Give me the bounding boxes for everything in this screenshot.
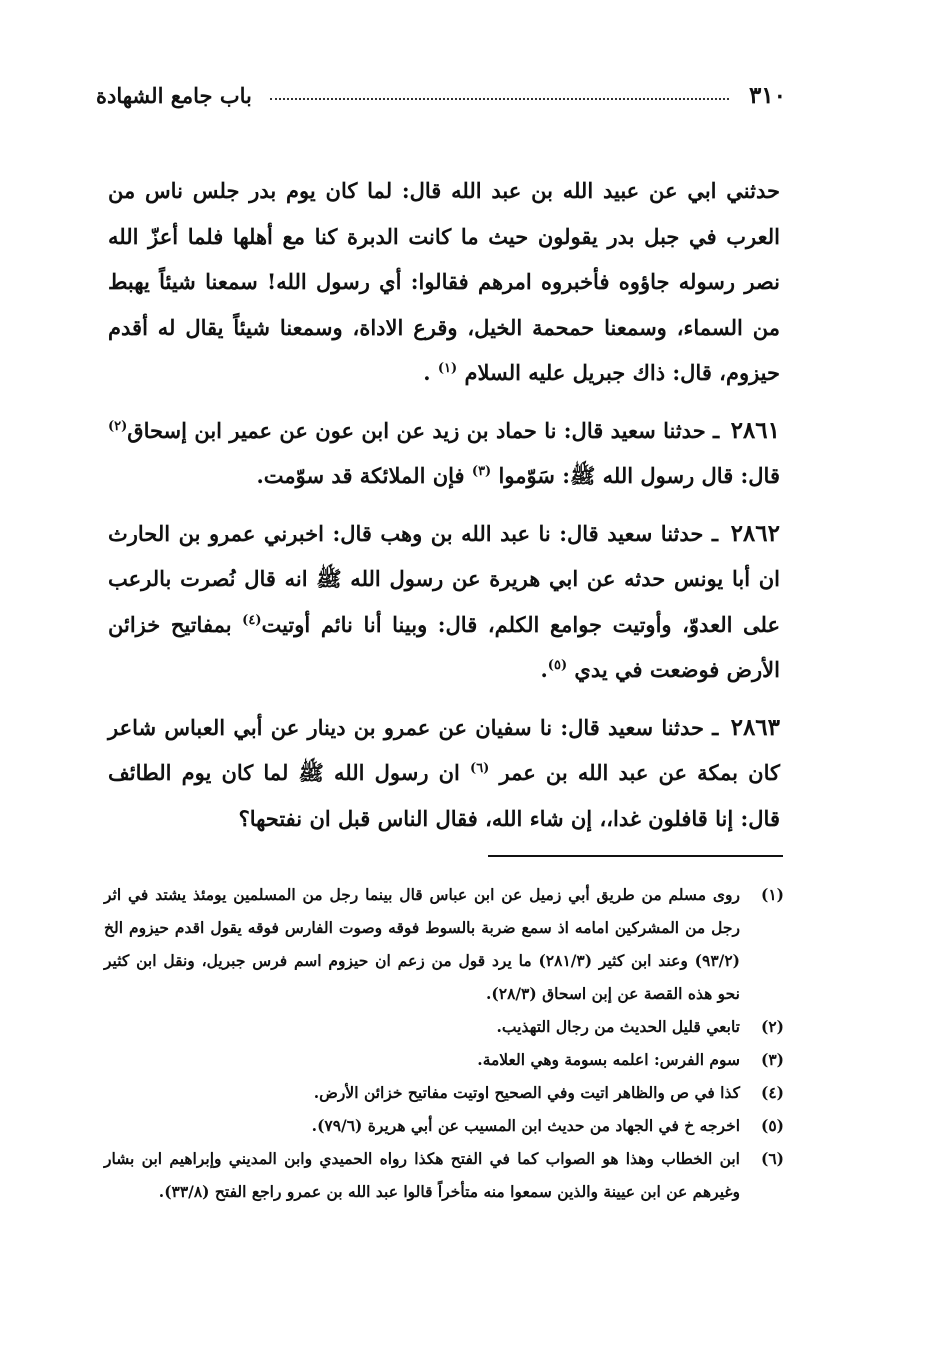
hadith-number: ٢٨٦١ xyxy=(730,416,780,444)
intro-end: . xyxy=(423,360,431,385)
footnote-ref[interactable]: (١) xyxy=(437,361,458,376)
hadith-text: ـ حدثنا سعيد قال: نا سفيان عن عمرو بن دينار عن أبي العباس شاعر كان بمكة عن عبد الله بن عمر xyxy=(108,714,780,785)
footnote-5 xyxy=(104,1109,784,1142)
hadith-number: ٢٨٦٢ xyxy=(730,519,780,547)
footnote-ref[interactable]: (٤) xyxy=(242,612,262,628)
footnote-text: اخرجه خ في الجهاد من حديث ابن المسيب عن أبي هريرة (٧٩/٦). xyxy=(311,1116,740,1135)
footnote-separator xyxy=(488,855,783,857)
footnote-6 xyxy=(104,1142,784,1208)
hadith-text: بمفاتيح خزائن الأرض فوضعت في يدي xyxy=(108,611,780,682)
footnote-ref[interactable]: (٢) xyxy=(108,418,128,434)
footnote-mark: (٦) xyxy=(760,1149,784,1168)
footnote-text: تابعي قليل الحديث من رجال التهذيب. xyxy=(496,1017,740,1036)
hadith-text: فإن الملائكة قد سوّمت. xyxy=(256,463,465,488)
footnote-4 xyxy=(104,1076,784,1109)
hadith-2862 xyxy=(108,511,780,693)
main-text xyxy=(108,168,780,841)
footnote-mark: (٤) xyxy=(760,1083,784,1102)
footnote-mark: (١) xyxy=(760,885,784,904)
footnote-3 xyxy=(104,1043,784,1076)
hadith-text: . xyxy=(540,657,548,682)
footnote-mark: (٢) xyxy=(760,1017,784,1036)
footnotes xyxy=(104,878,784,1208)
hadith-text: ان رسول الله ﷺ لما كان يوم الطائف قال: إنا قافلون غدا،، إن شاء الله، فقال الناس قبل ان نفتحها؟ xyxy=(108,760,780,831)
hadith-text: ـ حدثنا سعيد قال: نا حماد بن زيد عن ابن عون عن عمير ابن إسحاق xyxy=(127,417,720,443)
intro-text: حدثني ابي عن عبيد الله بن عبد الله قال: لما كان يوم بدر جلس ناس من العرب في جبل بدر يقولون حيث ما كانت الدبرة كنا مع أهلها فلما أعزّ الله نصر رسوله جاؤوه فأخبروه امرهم فقالوا: أي رسول الله! سمعنا شيئاً يهبط من السماء، وسمعنا حمحمة الخيل، وقرع الاداة، وسمعنا شيئاً يقال له أقدم حيزوم، قال: ذاك جبريل عليه السلام xyxy=(108,178,780,385)
header-dotted-leader xyxy=(270,98,729,100)
footnote-ref[interactable]: (٥) xyxy=(547,658,568,673)
footnote-ref[interactable]: (٦) xyxy=(470,761,490,776)
footnote-text: كذا في ص والظاهر اتيت وفي الصحيح اوتيت مفاتيح خزائن الأرض. xyxy=(313,1083,740,1102)
footnote-2 xyxy=(104,1010,784,1043)
hadith-2861 xyxy=(108,408,780,499)
footnote-mark: (٣) xyxy=(760,1050,784,1069)
intro-paragraph xyxy=(108,168,780,396)
chapter-title: باب جامع الشهادة xyxy=(96,82,252,108)
footnote-text: روى مسلم من طريق أبي زميل عن ابن عباس قال بينما رجل من المسلمين يومئذ يشتد في اثر رجل من المشركين امامه اذ سمع ضربة بالسوط فوقه وصوت الفارس فوقه يقول اقدم حيزوم الخ (٩٣/٢) وعند ابن كثير (٢٨١/٣) ما يرد قول من زعم ان حيزوم اسم فرس جبريل، ونقل ابن كثير نحو هذه القصة عن إبن اسحاق (٢٨/٣). xyxy=(104,885,740,1003)
hadith-text: قال: قال رسول الله ﷺ: سَوّموا xyxy=(498,463,780,488)
page-number: ٣١٠ xyxy=(748,81,786,109)
footnote-text: ابن الخطاب وهذا هو الصواب كما في الفتح هكذا رواه الحميدي وابن المديني وإبراهيم ابن بشار وغيرهم عن ابن عيينة والذين سمعوا منه متأخراً قالوا عبد الله بن عمرو راجع الفتح (٣٣/٨). xyxy=(104,1149,740,1201)
hadith-2863 xyxy=(108,705,780,842)
hadith-text: ـ حدثنا سعيد قال: نا عبد الله بن وهب قال: اخبرني عمرو بن الحارث ان أبا يونس حدثه عن ابي هريرة عن رسول الله ﷺ انه قال نُصرت بالرعب على العدوّ، وأوتيت جوامع الكلم، قال: وبينا أنا نائم أوتيت xyxy=(108,520,781,637)
footnote-mark: (٥) xyxy=(760,1116,784,1135)
footnote-1 xyxy=(104,878,784,1010)
hadith-number: ٢٨٦٣ xyxy=(730,713,781,741)
footnote-ref[interactable]: (٣) xyxy=(471,464,492,479)
footnote-text: سوم الفرس: اعلمه بسومة وهي العلامة. xyxy=(477,1050,740,1069)
page-header xyxy=(96,78,786,112)
